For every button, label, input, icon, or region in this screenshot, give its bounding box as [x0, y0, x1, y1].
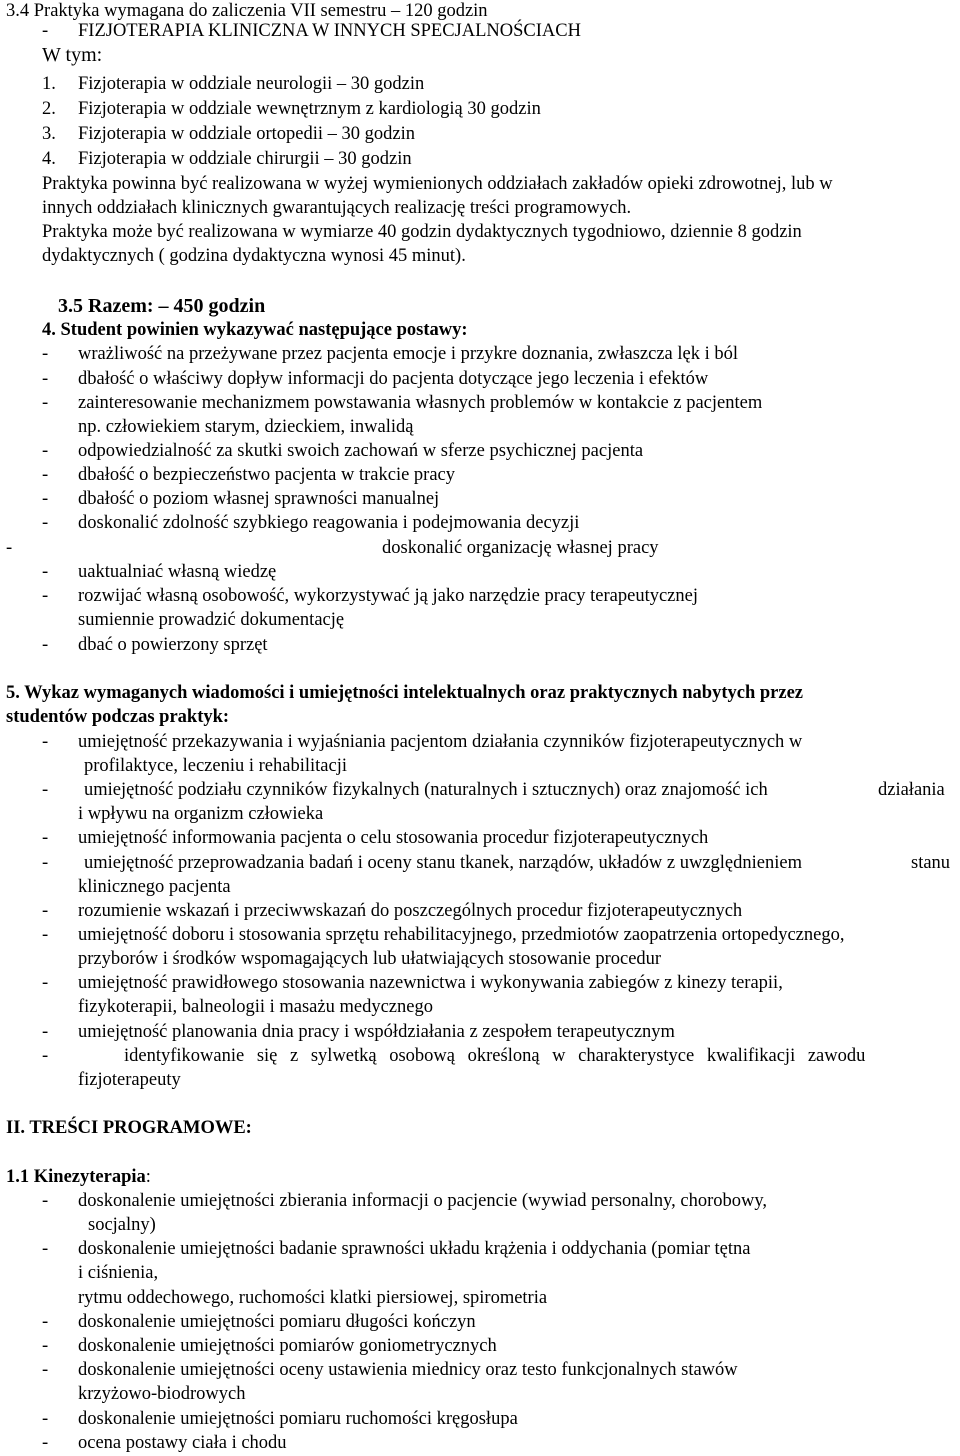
- section-3-4-heading: 3.4 Praktyka wymagana do zaliczenia VII semestru – 120 godzin: [6, 1, 488, 21]
- list-item: doskonalenie umiejętności oceny ustawienia miednicy oraz testo funkcjonalnych stawów: [78, 1360, 738, 1380]
- list-item: zainteresowanie mechanizmem powstawania własnych problemów w kontakcie z pacjentem: [78, 393, 763, 413]
- list-dash: -: [42, 973, 49, 993]
- list-item: odpowiedzialność za skutki swoich zachowań w sferze psychicznej pacjenta: [78, 441, 644, 461]
- list-item-continuation: profilaktyce, leczeniu i rehabilitacji: [84, 756, 347, 776]
- list-dash: -: [42, 369, 49, 389]
- list-item-continuation: socjalny): [88, 1215, 156, 1235]
- list-item-continuation: przyborów i środków wspomagających lub ułatwiających stosowanie procedur: [78, 949, 662, 969]
- list-item: uaktualniać własną wiedzę: [78, 562, 277, 582]
- list-item: doskonalenie umiejętności pomiarów goniometrycznych: [78, 1336, 497, 1356]
- list-number: 2.: [42, 99, 56, 119]
- list-dash: -: [42, 925, 49, 945]
- list-item: Fizjoterapia w oddziale chirurgii – 30 godzin: [78, 149, 412, 169]
- list-dash: -: [42, 853, 49, 873]
- section-ii-heading: II. TREŚCI PROGRAMOWE:: [6, 1118, 252, 1138]
- list-dash: -: [42, 1336, 49, 1356]
- section-5-heading-line1: 5. Wykaz wymaganych wiadomości i umiejętności intelektualnych oraz praktycznych nabytych przez: [6, 683, 803, 703]
- list-number: 3.: [42, 124, 56, 144]
- list-dash: -: [42, 489, 49, 509]
- list-dash: -: [42, 732, 49, 752]
- list-item: rozwijać własną osobowość, wykorzystywać ją jako narzędzie pracy terapeutycznej: [78, 586, 698, 606]
- list-item: dbałość o poziom własnej sprawności manualnej: [78, 489, 440, 509]
- list-item: dbałość o właściwy dopływ informacji do pacjenta dotyczące jego leczenia i efektów: [78, 369, 709, 389]
- list-item: sumiennie prowadzić dokumentację: [78, 610, 345, 630]
- list-dash: -: [6, 538, 13, 558]
- list-dash: -: [42, 1239, 49, 1259]
- list-item: umiejętność prawidłowego stosowania nazewnictwa i wykonywania zabiegów z kinezy terapii,: [78, 973, 783, 993]
- list-item: umiejętność informowania pacjenta o celu stosowania procedur fizjoterapeutycznych: [78, 828, 709, 848]
- list-item: doskonalić organizację własnej pracy: [382, 538, 659, 558]
- list-item-word: stanu: [911, 853, 951, 873]
- list-number: 1.: [42, 74, 56, 94]
- list-item: wrażliwość na przeżywane przez pacjenta emocje i przykre doznania, zwłaszcza lęk i ból: [78, 344, 738, 364]
- list-dash: -: [42, 1433, 49, 1453]
- list-item: Fizjoterapia w oddziale wewnętrznym z kardiologią 30 godzin: [78, 99, 541, 119]
- list-dash: -: [42, 635, 49, 655]
- list-dash: -: [42, 344, 49, 364]
- list-dash: -: [42, 1312, 49, 1332]
- paragraph-line: dydaktycznych ( godzina dydaktyczna wynosi 45 minut).: [42, 246, 466, 266]
- list-dash: -: [42, 21, 49, 41]
- list-dash: -: [42, 465, 49, 485]
- list-item: Fizjoterapia w oddziale neurologii – 30 godzin: [78, 74, 425, 94]
- list-dash: -: [42, 393, 49, 413]
- list-item: doskonalenie umiejętności pomiaru długości kończyn: [78, 1312, 476, 1332]
- list-item-continuation: krzyżowo-biodrowych: [78, 1384, 246, 1404]
- list-dash: -: [42, 1191, 49, 1211]
- list-item-continuation: rytmu oddechowego, ruchomości klatki piersiowej, spirometria: [78, 1288, 548, 1308]
- list-item: ocena postawy ciała i chodu: [78, 1433, 287, 1453]
- list-dash: -: [42, 901, 49, 921]
- list-item: umiejętność przeprowadzania badań i oceny stanu tkanek, narządów, układów z uwzględnieniem: [84, 853, 802, 873]
- w-tym-label: W tym:: [42, 44, 103, 66]
- list-item-continuation: i ciśnienia,: [78, 1263, 159, 1283]
- list-dash: -: [42, 441, 49, 461]
- section-1-1-heading-wrap: [6, 1165, 151, 1189]
- list-dash: -: [42, 513, 49, 533]
- list-dash: -: [42, 1022, 49, 1042]
- list-item-continuation: klinicznego pacjenta: [78, 877, 231, 897]
- list-item: rozumienie wskazań i przeciwwskazań do poszczególnych procedur fizjoterapeutycznych: [78, 901, 743, 921]
- list-item-word: działania: [878, 780, 945, 800]
- list-dash: -: [42, 1360, 49, 1380]
- list-item: doskonalenie umiejętności zbierania informacji o pacjencie (wywiad personalny, chorobowy,: [78, 1191, 768, 1211]
- list-dash: -: [42, 780, 49, 800]
- list-item: doskonalenie umiejętności pomiaru ruchomości kręgosłupa: [78, 1409, 518, 1429]
- list-item: doskonalić zdolność szybkiego reagowania i podejmowania decyzji: [78, 513, 580, 533]
- list-item: umiejętność przekazywania i wyjaśniania pacjentom działania czynników fizjoterapeutycznych w: [78, 732, 803, 752]
- list-dash: -: [42, 828, 49, 848]
- paragraph-line: Praktyka powinna być realizowana w wyżej wymienionych oddziałach zakładów opieki zdrowotnej, lub w: [42, 174, 833, 194]
- list-item: umiejętność planowania dnia pracy i współdziałania z zespołem terapeutycznym: [78, 1022, 675, 1042]
- section-5-heading-line2: studentów podczas praktyk:: [6, 707, 230, 727]
- list-item: dbać o powierzony sprzęt: [78, 635, 268, 655]
- list-item: Fizjoterapia w oddziale ortopedii – 30 godzin: [78, 124, 416, 144]
- list-dash: -: [42, 1046, 49, 1066]
- list-item-continuation: fizjoterapeuty: [78, 1070, 181, 1090]
- list-item-continuation: fizykoterapii, balneologii i masażu medycznego: [78, 997, 433, 1017]
- section-1-1-heading: 1.1 Kinezyterapia: [6, 1167, 146, 1187]
- list-item: doskonalenie umiejętności badanie sprawności układu krążenia i oddychania (pomiar tętna: [78, 1239, 751, 1259]
- paragraph-line: Praktyka może być realizowana w wymiarze 40 godzin dydaktycznych tygodniowo, dziennie 8 godzin: [42, 222, 802, 242]
- list-dash: -: [42, 1409, 49, 1429]
- list-item: umiejętność doboru i stosowania sprzętu rehabilitacyjnego, przedmiotów zaopatrzenia ortopedycznego,: [78, 925, 845, 945]
- list-item: dbałość o bezpieczeństwo pacjenta w trakcie pracy: [78, 465, 456, 485]
- list-item: identyfikowanie się z sylwetką osobową określoną w charakterystyce kwalifikacji zawodu: [124, 1046, 866, 1066]
- list-dash: -: [42, 586, 49, 606]
- list-item-continuation: np. człowiekiem starym, dzieckiem, inwalidą: [78, 417, 414, 437]
- list-number: 4.: [42, 149, 56, 169]
- list-dash: -: [42, 562, 49, 582]
- section-1-1-colon: :: [145, 1167, 151, 1187]
- list-item-continuation: i wpływu na organizm człowieka: [78, 804, 324, 824]
- section-4-heading: 4. Student powinien wykazywać następujące postawy:: [42, 320, 468, 340]
- section-3-5-heading: 3.5 Razem: – 450 godzin: [58, 295, 266, 317]
- list-item: umiejętność podziału czynników fizykalnych (naturalnych i sztucznych) oraz znajomość ich: [84, 780, 768, 800]
- subject-title: FIZJOTERAPIA KLINICZNA W INNYCH SPECJALNOŚCIACH: [78, 21, 581, 41]
- paragraph-line: innych oddziałach klinicznych gwarantujących realizację treści programowych.: [42, 198, 632, 218]
